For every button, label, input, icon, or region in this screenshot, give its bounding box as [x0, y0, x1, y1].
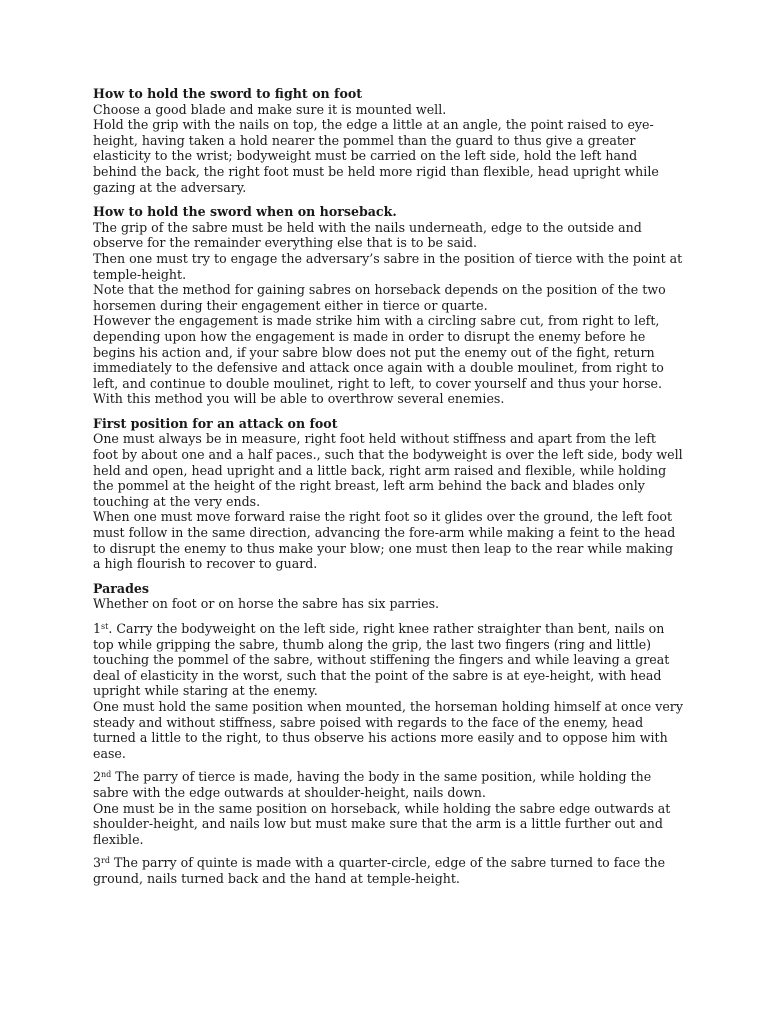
parry-text: The parry of tierce is made, having the body in the same position, while holding the sabre with the edge outwards at shoulder-height, nails down. — [93, 769, 652, 800]
ordinal-suffix: st — [101, 622, 109, 631]
section-parades — [93, 581, 683, 612]
ordinal-suffix: nd — [101, 770, 112, 780]
paragraph: Hold the grip with the nails on top, the edge a little at an angle, the point raised to eye-height, having taken a hold nearer the pommel than the guard to thus give a greater elasticity to the wrist; bodyweight must be carried on the left side, hold the left hand behind the back, the right foot must be held more rigid than flexible, head upright while gazing at the adversary. — [93, 117, 659, 195]
paragraph — [93, 621, 683, 699]
paragraph: When one must move forward raise the right foot so it glides over the ground, the left foot must follow in the same direction, advancing the fore-arm while making a feint to the head to disrupt the enemy to thus make your blow; one must then leap to the rear while making a high flourish to recover to guard. — [93, 509, 676, 572]
paragraph: The grip of the sabre must be held with the nails underneath, edge to the outside and observe for the remainder everything else that is to be said. — [93, 219, 642, 251]
paragraph: Note that the method for gaining sabres on horseback depends on the position of the two horsemen during their engagement either in tierce or quarte. — [93, 282, 666, 313]
paragraph: With this method you will be able to overthrow several enemies. — [93, 391, 505, 407]
section-sword-on-horseback — [93, 204, 683, 407]
section-heading: How to hold the sword to fight on foot — [93, 86, 363, 101]
section-sword-on-foot — [93, 86, 683, 195]
parry-first — [93, 621, 683, 761]
paragraph: One must be in the same position on horseback, while holding the sabre edge outwards at shoulder-height, and nails low but must make sure that the arm is a little further out and flexible. — [93, 800, 671, 847]
paragraph: One must hold the same position when mounted, the horseman holding himself at once very steady and without stiffness, sabre poised with regards to the face of the enemy, head turned a little to the right, to thus observe his actions more easily and to oppose him with ease. — [93, 698, 683, 761]
paragraph — [93, 769, 683, 800]
parry-number: 2 — [93, 769, 102, 785]
parry-number: 3 — [93, 855, 102, 871]
section-heading: Parades — [93, 580, 149, 596]
parry-third — [93, 855, 683, 886]
paragraph: However the engagement is made strike him with a circling sabre cut, from right to left, depending upon how the engagement is made in order to disrupt the enemy before he begins his action and, if your sabre blow does not put the enemy out of the fight, return immediately to the defensive and attack once again with a double moulinet, from right to left, and continue to double moulinet, right to left, to cover yourself and thus your horse. — [93, 313, 664, 391]
section-first-position-attack — [93, 416, 683, 572]
parry-number: 1 — [93, 621, 102, 636]
document-page — [93, 86, 683, 895]
parry-text: . Carry the bodyweight on the left side, right knee rather straighter than bent, nails on top while gripping the sabre, thumb along the grip, the last two fingers (ring and little) touching the pommel of the sabre, without stiffening the fingers and while leaving a great deal of elasticity in the worst, such that the point of the sabre is at eye-height, with head upright while staring at the enemy. — [93, 621, 670, 699]
paragraph: Then one must try to engage the adversary’s sabre in the position of tierce with the point at temple-height. — [93, 250, 683, 282]
parry-text: The parry of quinte is made with a quarter-circle, edge of the sabre turned to face the ground, nails turned back and the hand at temple-height. — [93, 855, 666, 886]
paragraph: One must always be in measure, right foot held without stiffness and apart from the left foot by about one and a half paces., such that the bodyweight is over the left side, body well held and open, head upright and a little back, right arm raised and flexible, while holding the pommel at the height of the right breast, left arm behind the back and blades only touching at the very ends. — [93, 431, 683, 509]
paragraph: Whether on foot or on horse the sabre has six parries. — [93, 596, 440, 612]
parry-second — [93, 769, 683, 847]
section-heading: First position for an attack on foot — [93, 415, 338, 431]
section-heading: How to hold the sword when on horseback. — [93, 204, 397, 220]
ordinal-suffix: rd — [101, 856, 110, 866]
paragraph — [93, 855, 683, 886]
paragraph: Choose a good blade and make sure it is mounted well. — [93, 101, 447, 117]
